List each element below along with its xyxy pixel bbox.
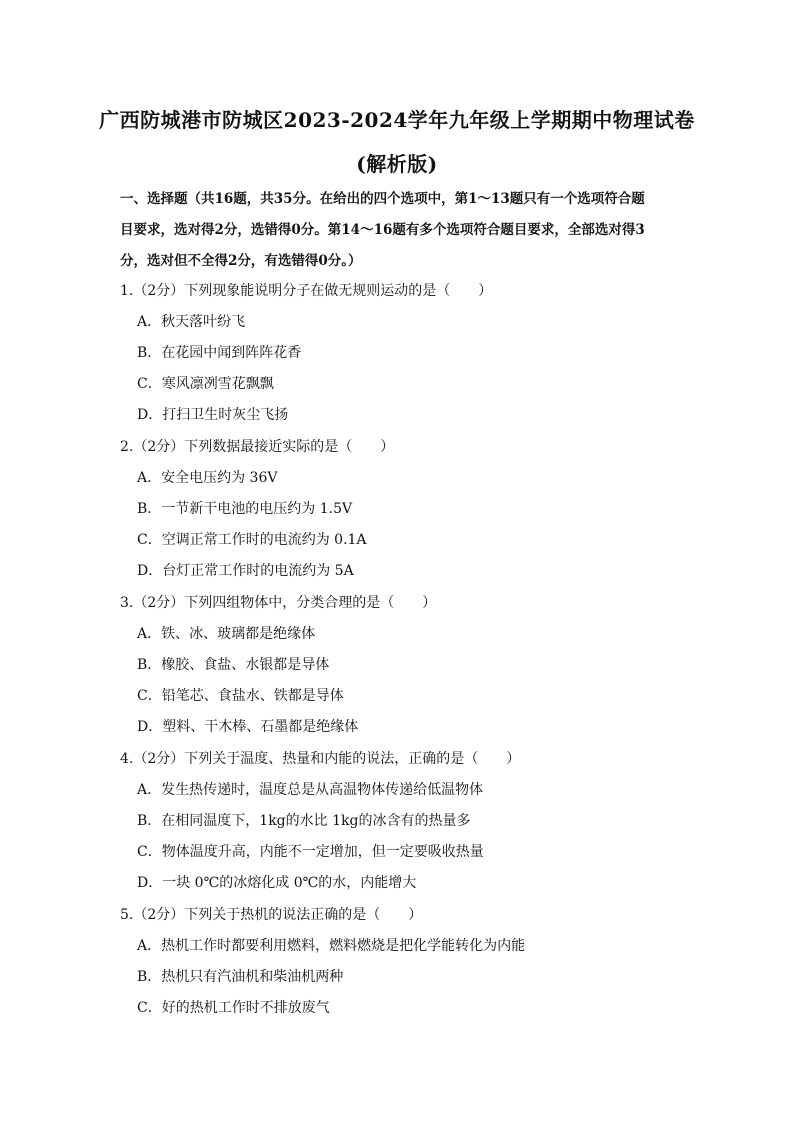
question-1-option-d: D．打扫卫生时灰尘飞扬 <box>137 407 289 423</box>
question-5-option-a: A．热机工作时都要利用燃料，燃料燃烧是把化学能转化为内能 <box>137 938 526 954</box>
question-5-stem: 5.（2分）下列关于热机的说法正确的是（ ） <box>120 907 423 923</box>
question-4-option-a: A．发生热传递时，温度总是从高温物体传递给低温物体 <box>137 782 484 798</box>
instruction-line: 分，选对但不全得2分，有选错得0分。） <box>120 253 362 269</box>
question-2-option-d: D．台灯正常工作时的电流约为 5A <box>137 563 354 579</box>
question-4-stem: 4.（2分）下列关于温度、热量和内能的说法，正确的是（ ） <box>120 751 521 767</box>
question-2-stem: 2.（2分）下列数据最接近实际的是（ ） <box>120 439 395 455</box>
question-3-option-a: A．铁、冰、玻璃都是绝缘体 <box>137 626 316 642</box>
instruction-line: 一、选择题（共16题，共35分。在给出的四个选项中，第1～13题只有一个选项符合题 <box>120 191 645 207</box>
question-4-option-d: D．一块 0℃的冰熔化成 0℃的水，内能增大 <box>137 875 417 891</box>
question-4-option-c: C．物体温度升高，内能不一定增加，但一定要吸收热量 <box>137 844 484 860</box>
question-2-option-c: C．空调正常工作时的电流约为 0.1A <box>137 532 367 548</box>
question-5-option-c: C．好的热机工作时不排放废气 <box>137 1000 330 1016</box>
question-2-option-a: A．安全电压约为 36V <box>137 470 278 486</box>
question-1-option-b: B．在花园中闻到阵阵花香 <box>137 345 302 361</box>
question-4-option-b: B．在相同温度下，1kg的水比 1kg的冰含有的热量多 <box>137 813 471 829</box>
question-1-stem: 1.（2分）下列现象能说明分子在做无规则运动的是（ ） <box>120 283 493 299</box>
question-3-option-b: B．橡胶、食盐、水银都是导体 <box>137 657 330 673</box>
exam-subtitle: (解析版) <box>356 152 438 176</box>
question-2-option-b: B．一节新干电池的电压约为 1.5V <box>137 501 353 517</box>
section-instructions <box>120 184 680 277</box>
question-1-option-c: C．寒风凛冽雪花飘飘 <box>137 376 274 392</box>
question-1-option-a: A．秋天落叶纷飞 <box>137 314 246 330</box>
question-3-stem: 3.（2分）下列四组物体中，分类合理的是（ ） <box>120 595 437 611</box>
question-3-option-d: D．塑料、干木棒、石墨都是绝缘体 <box>137 719 359 735</box>
question-3-option-c: C．铅笔芯、食盐水、铁都是导体 <box>137 688 344 704</box>
instruction-line: 目要求，选对得2分，选错得0分。第14～16题有多个选项符合题目要求，全部选对得3 <box>120 222 645 238</box>
question-5-option-b: B．热机只有汽油机和柴油机两种 <box>137 969 344 985</box>
exam-title: 广西防城港市防城区2023-2024学年九年级上学期期中物理试卷 <box>99 108 695 132</box>
